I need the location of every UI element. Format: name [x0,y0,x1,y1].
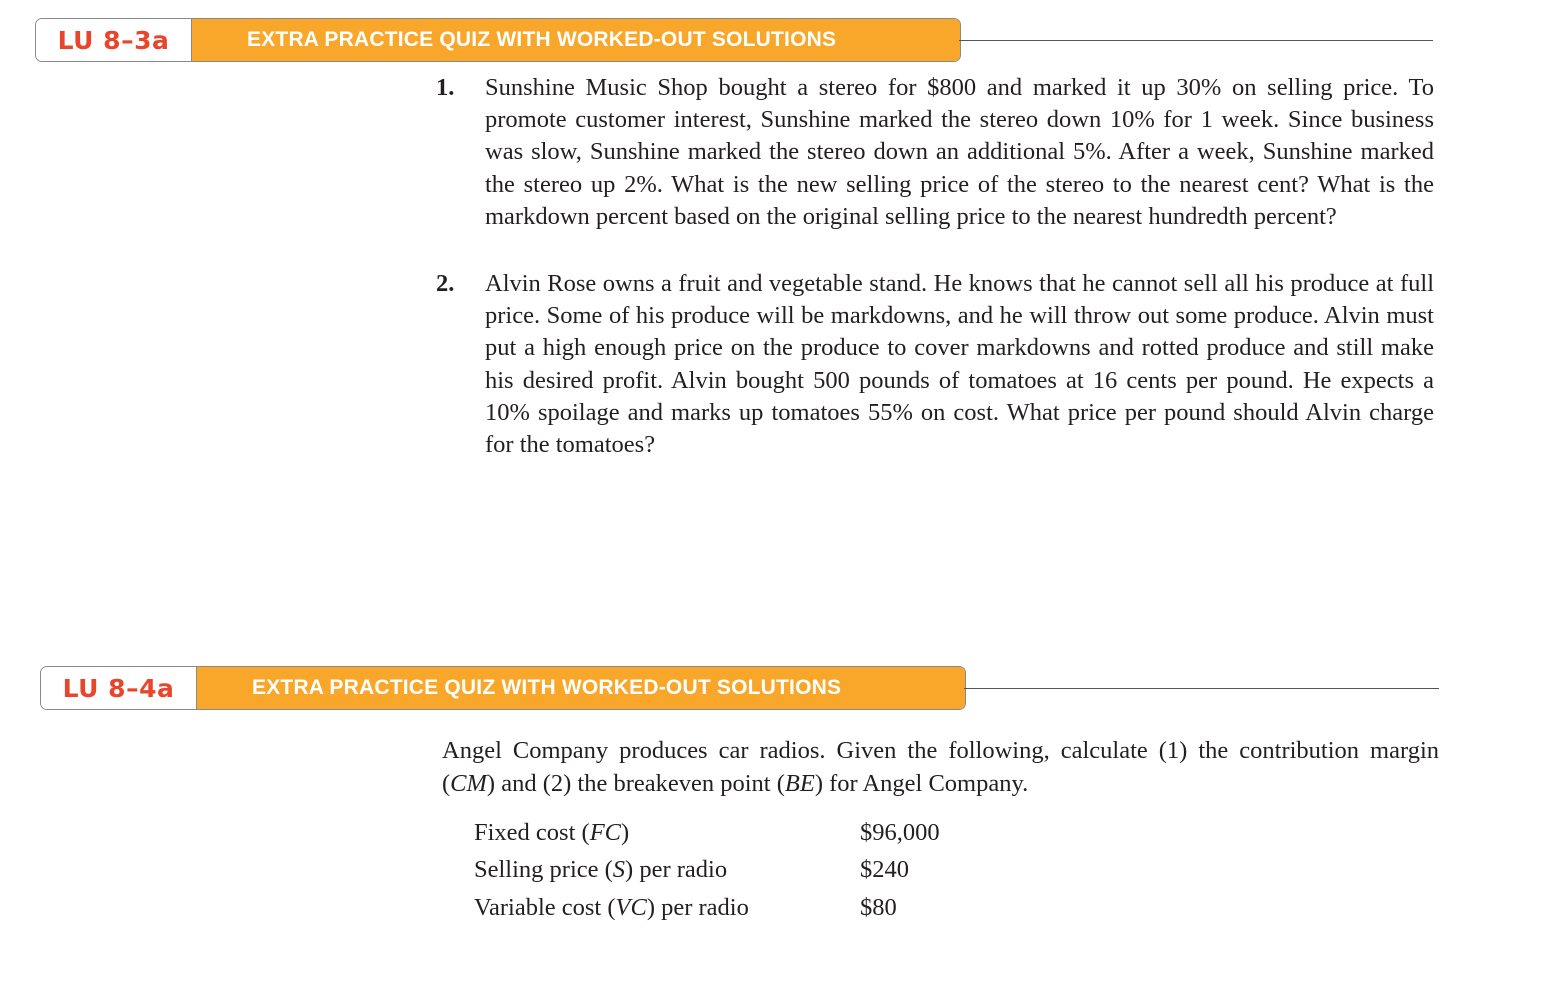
table-row [474,852,940,890]
section-title: EXTRA PRACTICE QUIZ WITH WORKED-OUT SOLUTIONS [192,19,960,61]
be-abbr: BE [784,769,815,797]
header-box [40,666,966,710]
problem-number: 1. [436,74,455,101]
problem-intro [442,735,1439,800]
label-text: Variable cost ( [474,893,616,921]
intro-text: ) for Angel Company. [814,769,1029,797]
row-label [474,814,860,852]
lu-label: LU 8–3a [36,19,192,61]
intro-text: Angel Company produces car radios. Given the following, calculate (1) the contribution margin ( [442,737,1439,797]
section-header-lu-8-3a [35,18,961,62]
table-row [474,889,940,927]
row-label [474,852,860,890]
cm-abbr: CM [450,769,487,797]
label-text: Selling price ( [474,856,613,884]
problem-2 [436,268,1434,461]
problem-text: Sunshine Music Shop bought a stereo for $800 and marked it up 30% on selling price. To promote customer interest, Sunshine marked the stereo down 10% for 1 week. Since business was slow, Sunshine marked the stereo down an additional 5%. After a week, Sunshine marked the stereo up 2%. What is the new selling price of the stereo to the nearest cent? What is the markdown percent based on the original selling price to the nearest hundredth percent? [485,74,1434,230]
problem-number: 2. [436,270,455,297]
label-abbr: VC [615,893,647,921]
section-header-lu-8-4a [40,666,966,710]
problem-1 [436,72,1434,233]
row-value: $80 [860,893,897,921]
lu-label: LU 8–4a [41,667,197,709]
section-title: EXTRA PRACTICE QUIZ WITH WORKED-OUT SOLUTIONS [197,667,965,709]
cost-data-table [474,814,940,927]
label-abbr: FC [589,818,621,846]
label-text: Fixed cost ( [474,818,590,846]
label-text: ) per radio [646,893,749,921]
row-value: $240 [860,856,909,884]
intro-text: ) and (2) the breakeven point ( [486,769,785,797]
problem-text: Alvin Rose owns a fruit and vegetable stand. He knows that he cannot sell all his produce at full price. Some of his produce will be markdowns, and he will throw out some produce. Alvin must put a high enough price on the produce to cover markdowns and rotted produce and still make his desired profit. Alvin bought 500 pounds of tomatoes at 16 cents per pound. He expects a 10% spoilage and marks up tomatoes 55% on cost. What price per pound should Alvin charge for the tomatoes? [485,270,1434,459]
row-label [474,889,860,927]
header-box [35,18,961,62]
label-text: ) per radio [625,856,728,884]
header-rule [964,688,1439,689]
header-rule [959,40,1433,41]
label-abbr: S [612,856,626,884]
table-row [474,814,940,852]
label-text: ) [621,818,630,846]
row-value: $96,000 [860,818,940,846]
